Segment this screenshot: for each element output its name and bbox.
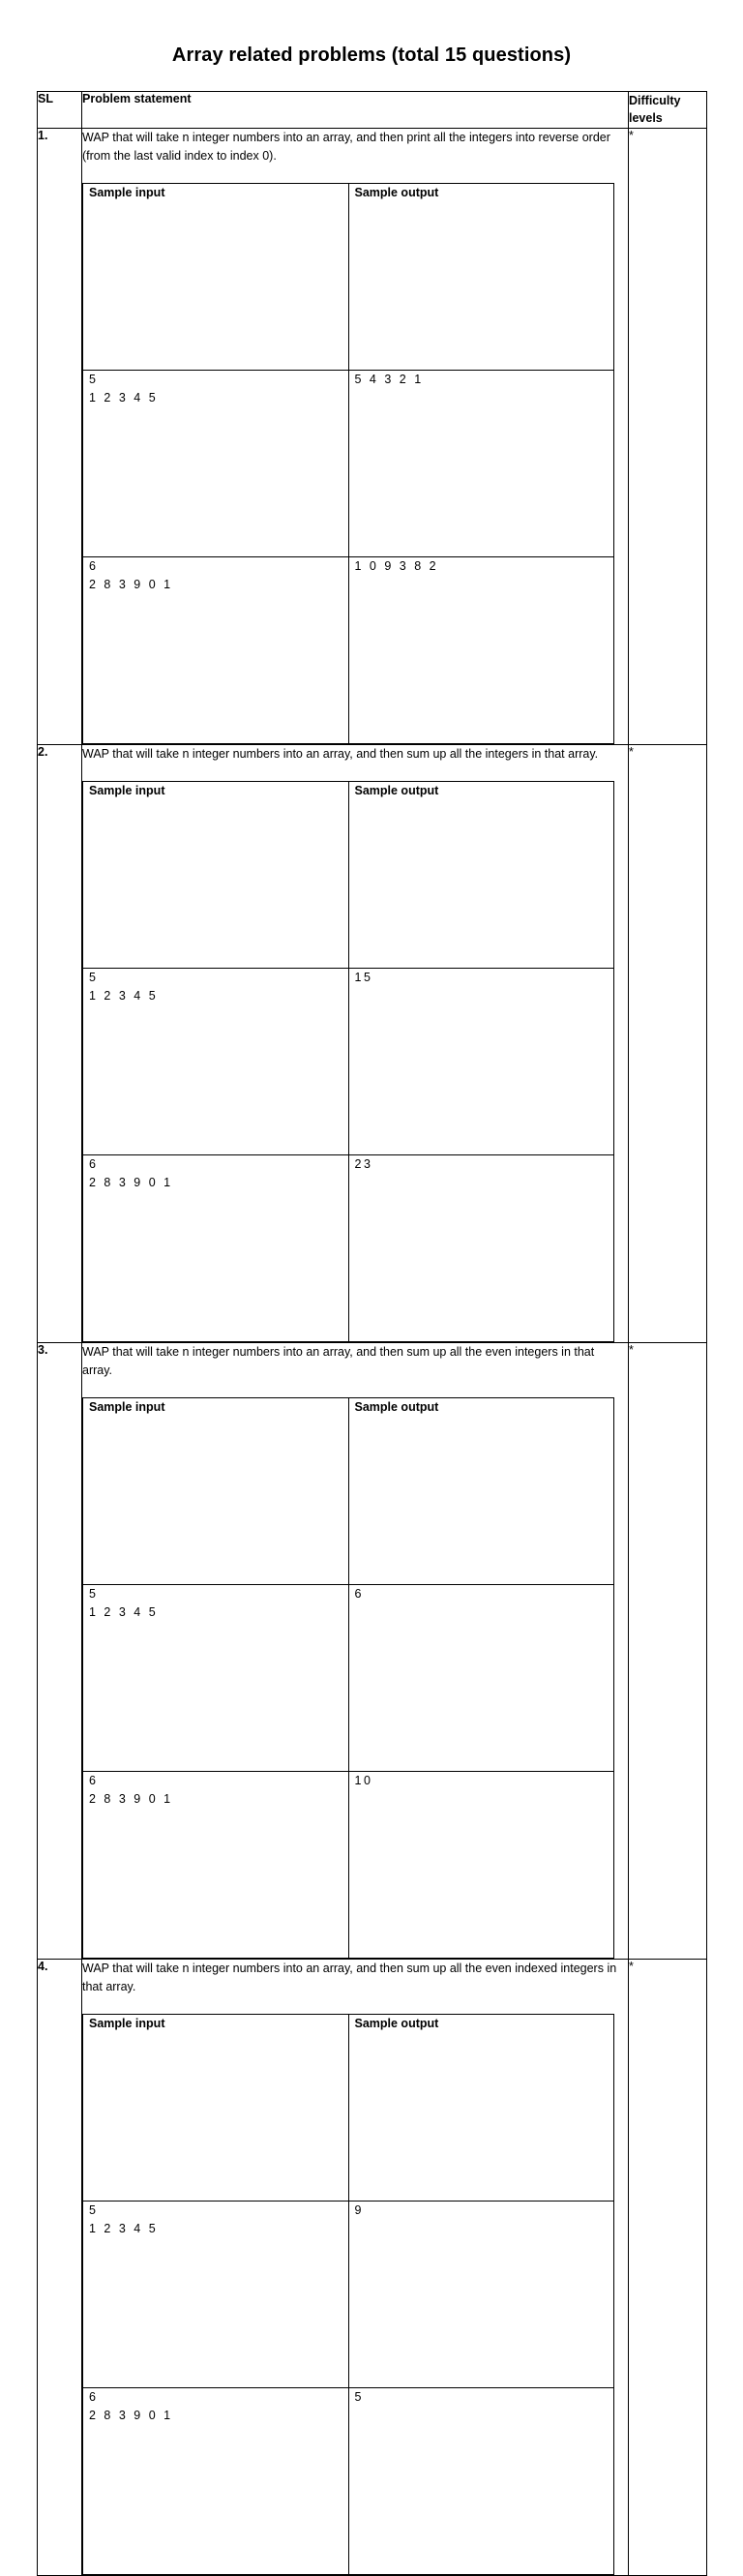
problem-statement: WAP that will take n integer numbers into an array, and then sum up all the integers in that array. <box>82 747 599 761</box>
sample-input-n: 6 <box>89 559 96 573</box>
sample-output-header: Sample output <box>348 782 614 969</box>
difficulty-level: * <box>629 1343 707 1960</box>
sample-table <box>82 781 614 1342</box>
sample-output: 23 <box>348 1155 614 1342</box>
sample-input-header: Sample input <box>83 184 349 371</box>
sample-input <box>83 1155 349 1342</box>
sample-input-n: 6 <box>89 1774 96 1787</box>
sample-row <box>83 2388 614 2575</box>
sample-output-header: Sample output <box>348 184 614 371</box>
sample-input-header: Sample input <box>83 782 349 969</box>
difficulty-level: * <box>629 745 707 1343</box>
sample-input-values: 2 8 3 9 0 1 <box>89 2409 173 2422</box>
sample-input <box>83 557 349 744</box>
sample-input-n: 6 <box>89 1157 96 1171</box>
sample-table <box>82 2014 614 2575</box>
problem-row <box>38 129 707 745</box>
sample-input-values: 2 8 3 9 0 1 <box>89 1176 173 1189</box>
sample-output: 5 4 3 2 1 <box>348 371 614 557</box>
sample-row <box>83 969 614 1155</box>
header-difficulty-levels: Difficulty levels <box>629 92 707 129</box>
header-sl: SL <box>38 92 82 129</box>
sample-input-header: Sample input <box>83 1398 349 1585</box>
sample-table <box>82 1397 614 1959</box>
sample-output: 9 <box>348 2202 614 2388</box>
difficulty-level: * <box>629 1960 707 2576</box>
sample-input <box>83 1585 349 1772</box>
sample-output-header: Sample output <box>348 1398 614 1585</box>
sample-row <box>83 557 614 744</box>
problem-cell <box>82 1960 629 2576</box>
sample-output: 10 <box>348 1772 614 1959</box>
problem-number: 2. <box>38 745 82 1343</box>
sample-input-values: 1 2 3 4 5 <box>89 2222 159 2235</box>
sample-row <box>83 2202 614 2388</box>
problem-cell <box>82 129 629 745</box>
header-row <box>38 92 707 129</box>
sample-row <box>83 371 614 557</box>
sample-header-row <box>83 782 614 969</box>
sample-row <box>83 1772 614 1959</box>
sample-input <box>83 969 349 1155</box>
sample-output: 5 <box>348 2388 614 2575</box>
sample-input-n: 5 <box>89 1587 96 1601</box>
header-problem-statement: Problem statement <box>82 92 629 129</box>
problem-row <box>38 1960 707 2576</box>
problem-statement: WAP that will take n integer numbers into an array, and then sum up all the even indexed integers in that array. <box>82 1962 617 1993</box>
sample-input <box>83 2388 349 2575</box>
sample-input <box>83 2202 349 2388</box>
sample-input-header: Sample input <box>83 2015 349 2202</box>
sample-input <box>83 1772 349 1959</box>
page-title: Array related problems (total 15 questions) <box>171 45 572 66</box>
difficulty-level: * <box>629 129 707 745</box>
problem-number: 3. <box>38 1343 82 1960</box>
sample-header-row <box>83 184 614 371</box>
sample-input-values: 1 2 3 4 5 <box>89 391 159 404</box>
sample-output-header: Sample output <box>348 2015 614 2202</box>
problem-row <box>38 745 707 1343</box>
problem-cell <box>82 1343 629 1960</box>
sample-output: 1 0 9 3 8 2 <box>348 557 614 744</box>
sample-row <box>83 1155 614 1342</box>
problem-statement: WAP that will take n integer numbers into an array, and then print all the integers into reverse order (from the last valid index to index 0). <box>82 131 610 163</box>
sample-row <box>83 1585 614 1772</box>
sample-input-values: 2 8 3 9 0 1 <box>89 1792 173 1806</box>
sample-input-n: 5 <box>89 2203 96 2217</box>
sample-input-values: 1 2 3 4 5 <box>89 989 159 1003</box>
sample-header-row <box>83 1398 614 1585</box>
sample-input-values: 1 2 3 4 5 <box>89 1605 159 1619</box>
sample-input-n: 6 <box>89 2390 96 2404</box>
problem-number: 1. <box>38 129 82 745</box>
problem-number: 4. <box>38 1960 82 2576</box>
sample-input <box>83 371 349 557</box>
problem-row <box>38 1343 707 1960</box>
sample-output: 15 <box>348 969 614 1155</box>
sample-table <box>82 183 614 744</box>
sample-output: 6 <box>348 1585 614 1772</box>
sample-input-n: 5 <box>89 971 96 984</box>
sample-header-row <box>83 2015 614 2202</box>
problems-table <box>37 91 707 2576</box>
problem-cell <box>82 745 629 1343</box>
problem-statement: WAP that will take n integer numbers into an array, and then sum up all the even integers in that array. <box>82 1345 595 1377</box>
sample-input-values: 2 8 3 9 0 1 <box>89 578 173 591</box>
sample-input-n: 5 <box>89 373 96 386</box>
